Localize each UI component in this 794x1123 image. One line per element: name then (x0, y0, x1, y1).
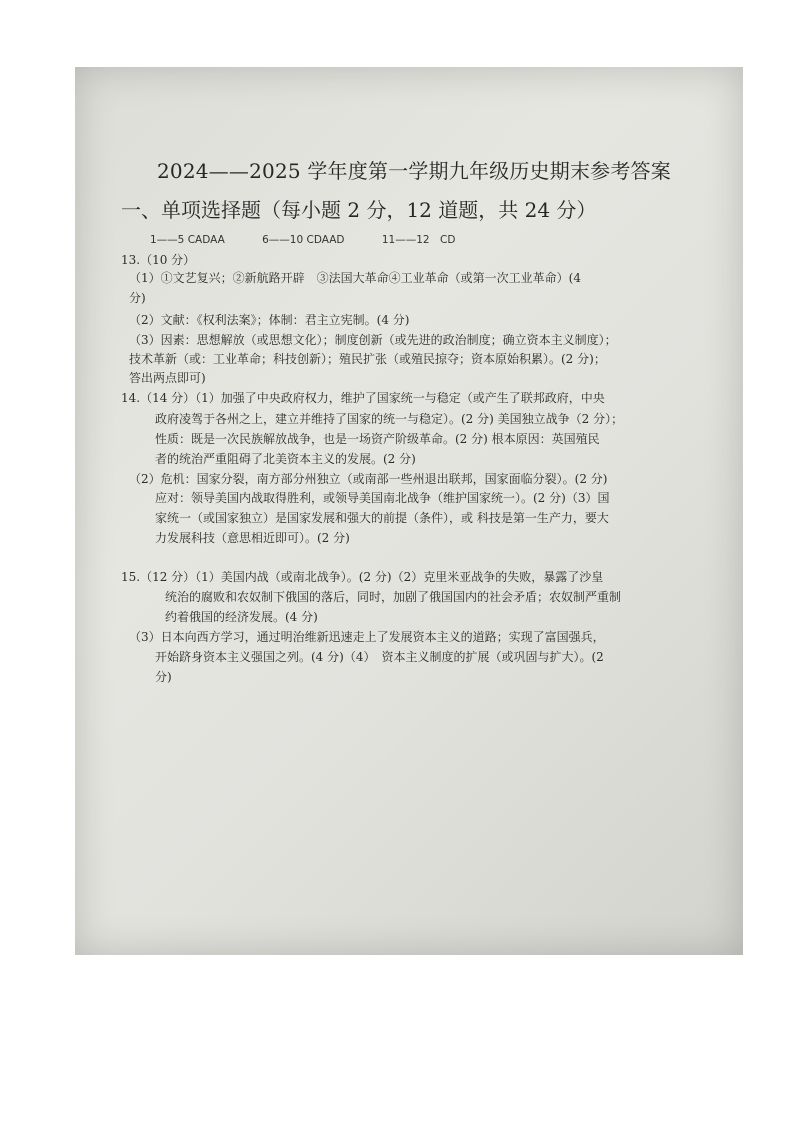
q13-line: 分) (129, 291, 146, 305)
q14-line: 14.（14 分）（1）加强了中央政府权力，维护了国家统一与稳定（或产生了联邦政府，中央 (121, 391, 605, 405)
mc-answer-11-12: 11——12 CD (381, 234, 456, 246)
q14-line: 者的统治严重阻碍了北美资本主义的发展。(2 分) (155, 452, 416, 466)
q14-line: （2）危机：国家分裂，南方部分州独立（或南部一些州退出联邦，国家面临分裂）。(2 分) (129, 472, 608, 486)
q14-line: 性质：既是一次民族解放战争，也是一场资产阶级革命。(2 分) 根本原因：英国殖民 (155, 432, 600, 446)
q13-line: （3）因素：思想解放（或思想文化）；制度创新（或先进的政治制度；确立资本主义制度）； (129, 333, 617, 347)
q13-heading: 13.（10 分） (121, 253, 196, 267)
q15-line: 约着俄国的经济发展。(4 分) (165, 610, 318, 624)
q13-line: （1）①文艺复兴；②新航路开辟 ③法国大革命④工业革命（或第一次工业革命）(4 (129, 271, 581, 285)
q13-line: （2）文献：《权利法案》；体制：君主立宪制。(4 分) (129, 313, 410, 327)
mc-answer-1-5: 1——5 CADAA (150, 234, 225, 246)
page-title: 2024——2025 学年度第一学期九年级历史期末参考答案 (157, 159, 671, 183)
q14-line: 政府凌驾于各州之上，建立并维持了国家的统一与稳定）。(2 分) 美国独立战争（2 分）； (155, 412, 624, 426)
photographed-answer-sheet (75, 67, 743, 955)
section-heading-single-choice: 一、单项选择题（每小题 2 分，12 道题，共 24 分） (121, 198, 597, 222)
mc-answer-6-10: 6——10 CDAAD (262, 234, 345, 246)
q15-line: 分) (155, 670, 172, 684)
q15-line: （3）日本向西方学习，通过明治维新迅速走上了发展资本主义的道路；实现了富国强兵， (129, 630, 605, 644)
q15-line: 统治的腐败和农奴制下俄国的落后，同时，加剧了俄国国内的社会矛盾；农奴制严重制 (165, 590, 622, 604)
multiple-choice-answers (150, 232, 489, 247)
q15-line: 15.（12 分）（1）美国内战（或南北战争）。(2 分)（2）克里米亚战争的失败，暴露了沙皇 (121, 570, 604, 584)
q13-line: 技术革新（或：工业革命；科技创新）；殖民扩张（或殖民掠夺；资本原始积累）。(2 分)； (129, 352, 606, 366)
q13-line: 答出两点即可) (129, 371, 206, 385)
q15-line: 开始跻身资本主义强国之列。(4 分)（4） 资本主义制度的扩展（或巩固与扩大）。(2 (155, 650, 604, 664)
q14-line: 应对：领导美国内战取得胜利，或领导美国南北战争（维护国家统一）。(2 分)（3）国 (155, 491, 610, 505)
q14-line: 力发展科技（意思相近即可）。(2 分) (155, 531, 350, 545)
q14-line: 家统一（或国家独立）是国家发展和强大的前提（条件），或 科技是第一生产力，要大 (155, 511, 609, 525)
